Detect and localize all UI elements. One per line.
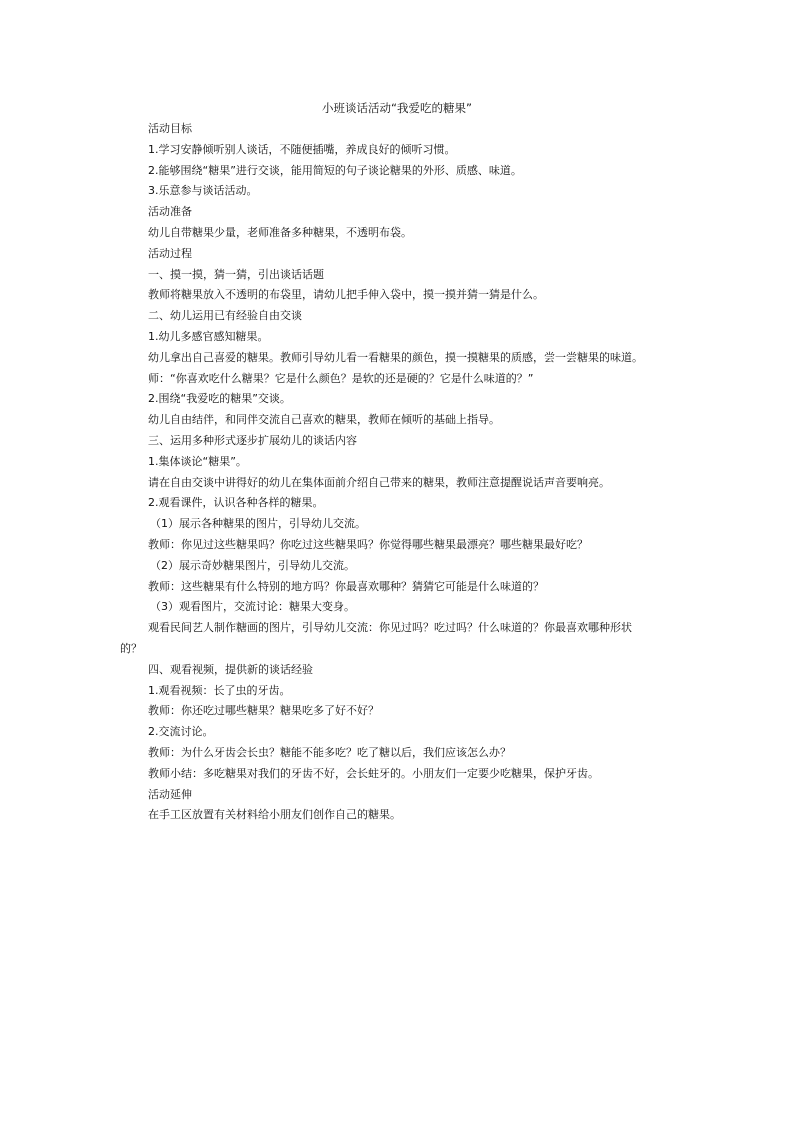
process-step-2-heading: 二、幼儿运用已有经验自由交谈	[148, 309, 302, 323]
process-step-2-text-2: 幼儿自由结伴，和同伴交流自己喜欢的糖果，教师在倾听的基础上指导。	[148, 413, 500, 427]
sugar-painting-text-line-2: 的？	[120, 641, 142, 655]
courseware-point-1: （1）展示各种糖果的图片，引导幼儿交流。	[150, 517, 366, 531]
process-step-2-text-1: 幼儿拿出自己喜爱的糖果。教师引导幼儿看一看糖果的颜色，摸一摸糖果的质感，尝一尝糖果的味道。	[148, 350, 643, 364]
process-step-3-heading: 三、运用多种形式逐步扩展幼儿的谈话内容	[148, 433, 357, 447]
goal-item-3: 3.乐意参与谈话活动。	[148, 184, 258, 198]
goal-item-1: 1.学习安静倾听别人谈话，不随便插嘴，养成良好的倾听习惯。	[148, 142, 456, 156]
process-step-3-text-1: 请在自由交谈中讲得好的幼儿在集体面前介绍自己带来的糖果，教师注意提醒说话声音要响亮。	[148, 475, 610, 489]
teacher-question-4: 教师：为什么牙齿会长虫？糖能不能多吃？吃了糖以后，我们应该怎么办？	[148, 745, 511, 759]
process-step-3-item-2: 2.观看课件，认识各种各样的糖果。	[148, 496, 324, 510]
preparation-text: 幼儿自带糖果少量，老师准备多种糖果，不透明布袋。	[148, 225, 412, 239]
process-step-4-item-1: 1.观看视频：长了虫的牙齿。	[148, 683, 291, 697]
process-step-2-item-1: 1.幼儿多感官感知糖果。	[148, 329, 269, 343]
document-title: 小班谈话活动“我爱吃的糖果”	[322, 101, 472, 115]
sugar-painting-text-line-1: 观看民间艺人制作糖画的图片，引导幼儿交流：你见过吗？吃过吗？什么味道的？你最喜欢哪种形状	[148, 621, 632, 635]
process-step-1-text: 教师将糖果放入不透明的布袋里，请幼儿把手伸入袋中，摸一摸并猜一猜是什么。	[148, 288, 544, 302]
process-step-1-heading: 一、摸一摸，猜一猜，引出谈话话题	[148, 267, 324, 281]
process-step-4-heading: 四、观看视频，提供新的谈话经验	[148, 662, 313, 676]
teacher-question-3: 教师：你还吃过哪些糖果？糖果吃多了好不好？	[148, 704, 379, 718]
teacher-question-1: 教师：你见过这些糖果吗？你吃过这些糖果吗？你觉得哪些糖果最漂亮？哪些糖果最好吃？	[148, 537, 588, 551]
courseware-point-3: （3）观看图片，交流讨论：糖果大变身。	[150, 600, 355, 614]
section-heading-goals: 活动目标	[148, 122, 192, 135]
process-step-4-item-2: 2.交流讨论。	[148, 725, 214, 739]
teacher-summary: 教师小结：多吃糖果对我们的牙齿不好，会长蛀牙的。小朋友们一定要少吃糖果，保护牙齿。	[148, 766, 599, 780]
extension-text: 在手工区放置有关材料给小朋友们创作自己的糖果。	[148, 808, 401, 822]
section-heading-preparation: 活动准备	[148, 205, 192, 219]
sugar-painting-paragraph	[120, 618, 678, 660]
section-heading-extension: 活动延伸	[148, 787, 192, 801]
document-body	[120, 119, 678, 826]
teacher-question-2: 教师：这些糖果有什么特别的地方吗？你最喜欢哪种？猜猜它可能是什么味道的？	[148, 579, 544, 593]
courseware-point-2: （2）展示奇妙糖果图片，引导幼儿交流。	[150, 558, 355, 572]
section-heading-process: 活动过程	[148, 246, 192, 260]
goal-item-2: 2.能够围绕“糖果”进行交谈，能用简短的句子谈论糖果的外形、质感、味道。	[148, 163, 522, 177]
process-step-3-item-1: 1.集体谈论“糖果”。	[148, 454, 247, 468]
teacher-question: 师：“你喜欢吃什么糖果？它是什么颜色？是软的还是硬的？它是什么味道的？”	[148, 371, 534, 385]
process-step-2-item-2: 2.围绕“我爱吃的糖果”交谈。	[148, 392, 291, 406]
